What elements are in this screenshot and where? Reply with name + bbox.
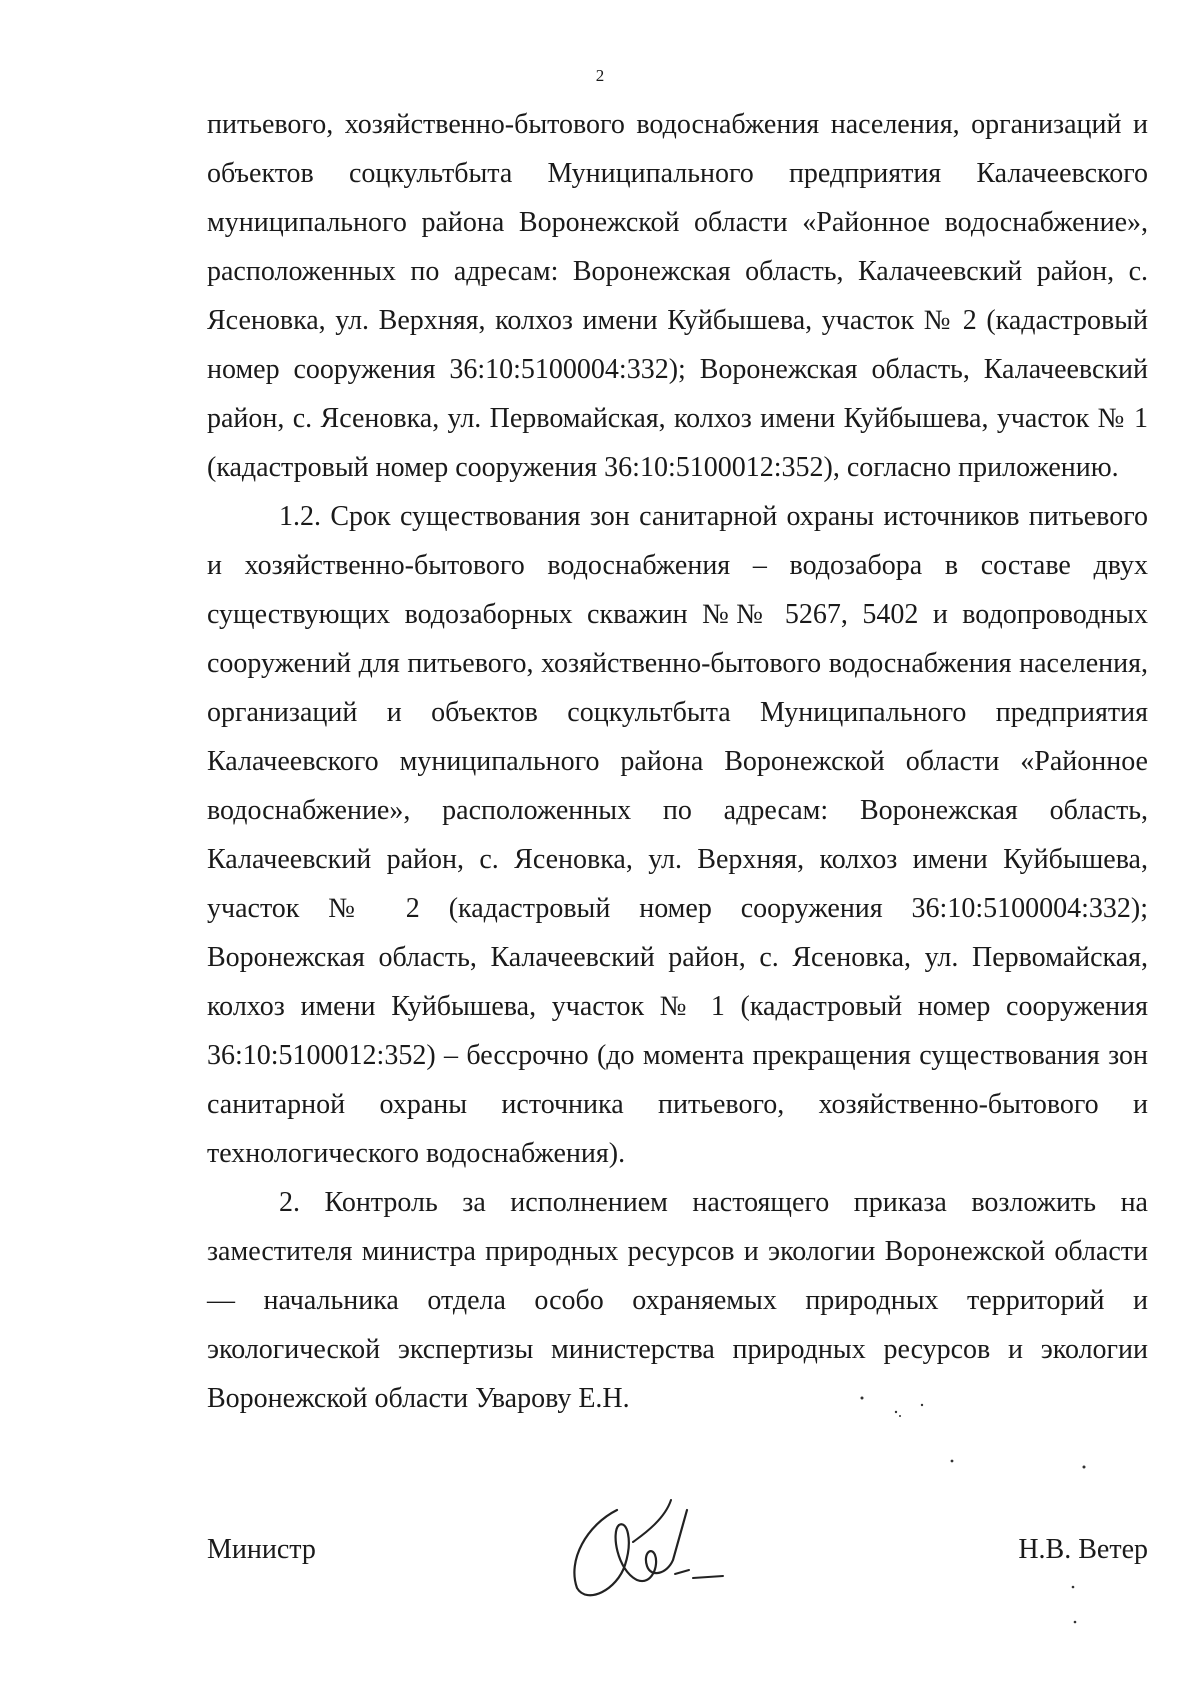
signatory-name: Н.В. Ветер	[1018, 1534, 1148, 1565]
signature-block	[207, 1470, 1148, 1610]
paragraph-item-1-2: 1.2. Срок существования зон санитарной охраны источников питьевого и хозяйственно-бытового водоснабжения – водозабора в составе двух существующих водозаборных скважин №№ 5267, 5402 и водопроводных сооружений для питьевого, хозяйственно-бытового водоснабжения населения, организаций и объектов соцкультбыта Муниципального предприятия Калачеевского муниципального района Воронежской области «Районное водоснабжение», расположенных по адресам: Воронежская область, Калачеевский район, с. Ясеновка, ул. Верхняя, колхоз имени Куйбышева, участок № 2 (кадастровый номер сооружения 36:10:5100004:332); Воронежская область, Калачеевский район, с. Ясеновка, ул. Первомайская, колхоз имени Куйбышева, участок № 1 (кадастровый номер сооружения 36:10:5100012:352) – бессрочно (до момента прекращения существования зон санитарной охраны источника питьевого, хозяйственно-бытового и технологического водоснабжения).	[207, 501, 1148, 1169]
signatory-title: Министр	[207, 1534, 316, 1565]
page-number: 2	[595, 66, 605, 85]
handwritten-signature	[547, 1470, 727, 1605]
paragraph-item-2: 2. Контроль за исполнением настоящего приказа возложить на заместителя министра природных ресурсов и экологии Воронежской области — начальника отдела особо охраняемых природных территорий и экологической экспертизы министерства природных ресурсов и экологии Воронежской области Уварову Е.Н.	[207, 1187, 1148, 1414]
paragraph-continuation: питьевого, хозяйственно-бытового водоснабжения населения, организаций и объектов соцкультбыта Муниципального предприятия Калачеевского муниципального района Воронежской области «Районное водоснабжение», расположенных по адресам: Воронежская область, Калачеевский район, с. Ясеновка, ул. Верхняя, колхоз имени Куйбышева, участок № 2 (кадастровый номер сооружения 36:10:5100004:332); Воронежская область, Калачеевский район, с. Ясеновка, ул. Первомайская, колхоз имени Куйбышева, участок № 1 (кадастровый номер сооружения 36:10:5100012:352), согласно приложению.	[207, 109, 1148, 483]
document-body	[207, 100, 1148, 1423]
